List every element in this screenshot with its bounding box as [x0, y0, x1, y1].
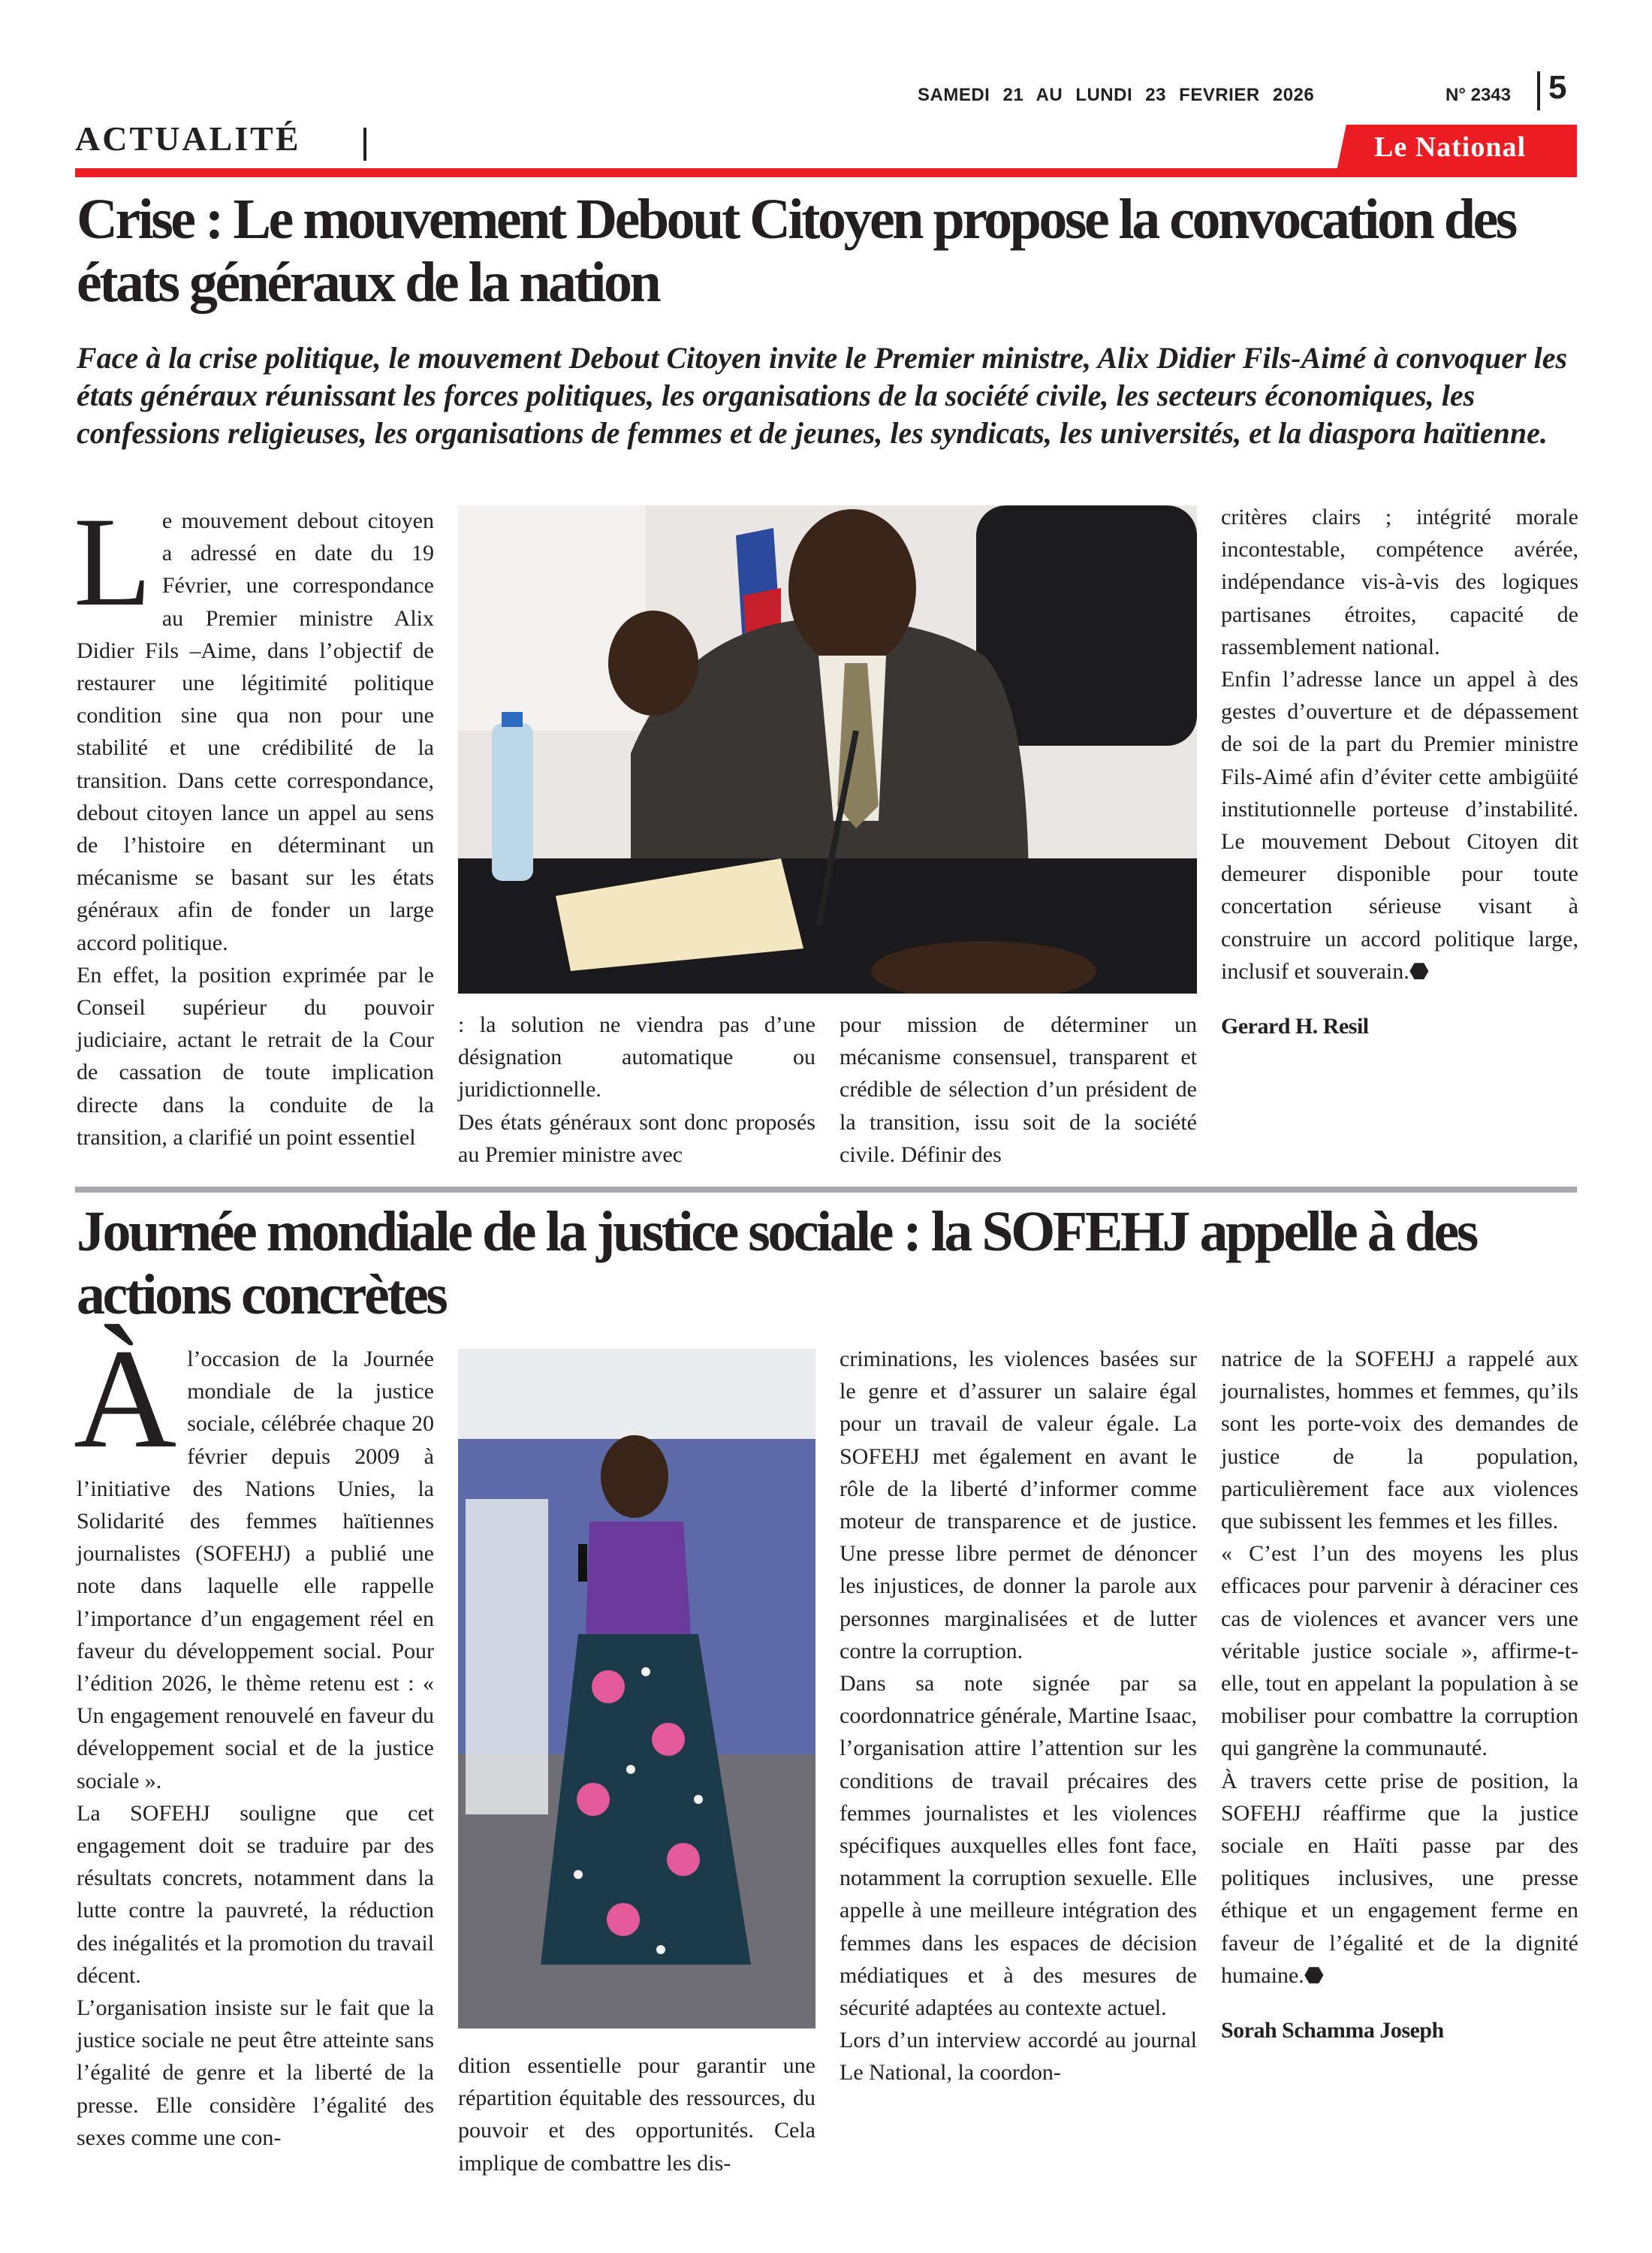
paragraph: Enfin l’adresse lance un appel à des gestes d’ouverture et de dépassement de soi de la part du Premier ministre Fils-Aimé afin d’éviter cette ambigüité institutionnelle porteuse d’instabilité. Le mouvement Debout Citoyen dit demeurer disponible pour toute concertation sérieuse visant à construire un accord politique large, inclusif et souverain.⬣: [1221, 667, 1578, 984]
paragraph: pour mission de déterminer un mécanisme consensuel, transparent et crédible de sélection d’un président de la transition, issu soit de la société civile. Définir des: [840, 1012, 1197, 1167]
article1-photo: [458, 505, 1197, 994]
paragraph: En effet, la position exprimée par le Conseil supérieur du pouvoir judiciaire, actant le retrait de la Cour de cassation de toute implication directe dans la conduite de la transition, a clarifié un point essentiel: [77, 962, 434, 1150]
issue-number: N° 2343: [1446, 85, 1511, 105]
paragraph: La SOFEHJ souligne que cet engagement doit se traduire par des résultats concrets, notamment dans la lutte contre la pauvreté, la réduction des inégalités et la promotion du travail décent.: [77, 1800, 434, 1988]
paragraph: « C’est l’un des moyens les plus efficaces pour parvenir à déraciner ces cas de violences et avancer vers une véritable justice sociale », affirme-t-elle, tout en appelant la population à se mobiliser pour combattre la corruption qui gangrène la communauté.: [1221, 1541, 1578, 1761]
article2-headline: Journée mondiale de la justice sociale : la SOFEHJ appelle à des actions concrètes: [77, 1200, 1476, 1326]
drop-cap: À: [74, 1320, 177, 1478]
paragraph: e mouvement debout citoyen a adressé en date du 19 Février, une correspondance au Premier ministre Alix Didier Fils –Aime, dans l’objectif de restaurer une légitimité politique condition sine qua non pour une stabilité et une crédibilité de la transition. Dans cette correspondance, debout citoyen lance un appel au sens de l’histoire en déterminant un mécanisme se basant sur les états généraux afin de fonder un large accord politique.: [77, 508, 434, 955]
issue-date: SAMEDI 21 AU LUNDI 23 FEVRIER 2026: [918, 85, 1315, 105]
article1-column-3: [840, 1009, 1197, 1171]
brand-name: Le National: [1374, 131, 1527, 163]
photo-man-at-microphone: [458, 505, 1197, 994]
article2-column-4: [1221, 1343, 1578, 2046]
red-rule: [75, 168, 1577, 177]
divider: [363, 128, 366, 161]
article2-column-1: [74, 1320, 434, 2154]
article2-photo: [458, 1349, 815, 2028]
article1-lede: Face à la crise politique, le mouvement Debout Citoyen invite le Premier ministre, Alix Didier Fils-Aimé à convoquer les états généraux réunissant les forces politiques, les organisations de la société civile, les secteurs économiques, les confessions religieuses, les organisations de femmes et de jeunes, les syndicats, les universités, et la diaspora haïtienne.: [77, 341, 1568, 450]
article1-headline: Crise : Le mouvement Debout Citoyen propose la convocation des états généraux de la nation: [77, 188, 1515, 314]
author-byline: Gerard H. Resil: [1221, 1014, 1369, 1039]
article2-column-2: [458, 2049, 815, 2179]
drop-cap: L: [74, 491, 152, 632]
paragraph: Des états généraux sont donc proposés au Premier ministre avec: [458, 1109, 815, 1167]
paragraph: Dans sa note signée par sa coordonnatrice générale, Martine Isaac, l’organisation attire l’attention sur les conditions de travail précaires des femmes journalistes et les violences spécifiques auxquelles elles font face, notamment la corruption sexuelle. Elle appelle à une meilleure intégration des femmes dans les espaces de décision médiatiques et à des mesures de sécurité adaptées au contexte actuel.: [840, 1671, 1197, 2021]
article1-column-1: [74, 491, 434, 1154]
photo-woman-speaking: [458, 1349, 815, 2028]
section-title: ACTUALITÉ: [75, 119, 301, 158]
article-divider: [75, 1187, 1577, 1193]
paragraph: Lors d’un interview accordé au journal Le National, la coordon-: [840, 2028, 1197, 2086]
page-number: 5: [1548, 69, 1567, 106]
paragraph: natrice de la SOFEHJ a rappelé aux journalistes, hommes et femmes, qu’ils sont les porte-voix des demandes de justice de la population, particulièrement face aux violences que subissent les femmes et les filles.: [1221, 1347, 1578, 1534]
paragraph: L’organisation insiste sur le fait que la justice sociale ne peut être atteinte sans l’égalité de genre et la liberté de la presse. Elle considère l’égalité des sexes comme une con-: [77, 1995, 434, 2150]
paragraph: l’occasion de la Journée mondiale de la justice sociale, célébrée chaque 20 février depuis 2009 à l’initiative des Nations Unies, la Solidarité des femmes haïtiennes journalistes (SOFEHJ) a publié une note dans laquelle elle rappelle l’importance d’un engagement réel en faveur du développement social. Pour l’édition 2026, le thème retenu est : « Un engagement renouvelé en faveur du développement social et de la justice sociale ».: [77, 1347, 434, 1793]
author-byline: Sorah Schamma Joseph: [1221, 2018, 1444, 2043]
paragraph: criminations, les violences basées sur le genre et d’assurer un salaire égal pour un travail de valeur égale. La SOFEHJ met également en avant le rôle de la liberté d’informer comme moteur de transparence et de justice. Une presse libre permet de dénoncer les injustices, de donner la parole aux personnes marginalisées et de lutter contre la corruption.: [840, 1347, 1197, 1663]
article1-column-4: [1221, 501, 1578, 1042]
paragraph: : la solution ne viendra pas d’une désignation automatique ou juridictionnelle.: [458, 1012, 815, 1102]
article1-column-2: [458, 1009, 815, 1171]
article2-column-3: [840, 1343, 1197, 2089]
paragraph: dition essentielle pour garantir une répartition équitable des ressources, du pouvoir et des opportunités. Cela implique de combattre les dis-: [458, 2053, 815, 2176]
paragraph: critères clairs ; intégrité morale incontestable, compétence avérée, indépendance vis-à-vis des logiques partisanes étroites, capacité de rassemblement national.: [1221, 505, 1578, 659]
divider: [1537, 71, 1540, 110]
paragraph: À travers cette prise de position, la SOFEHJ réaffirme que la justice sociale en Haïti passe par des politiques inclusives, une presse éthique et un engagement ferme en faveur de l’égalité et de la dignité humaine.⬣: [1221, 1768, 1578, 1988]
